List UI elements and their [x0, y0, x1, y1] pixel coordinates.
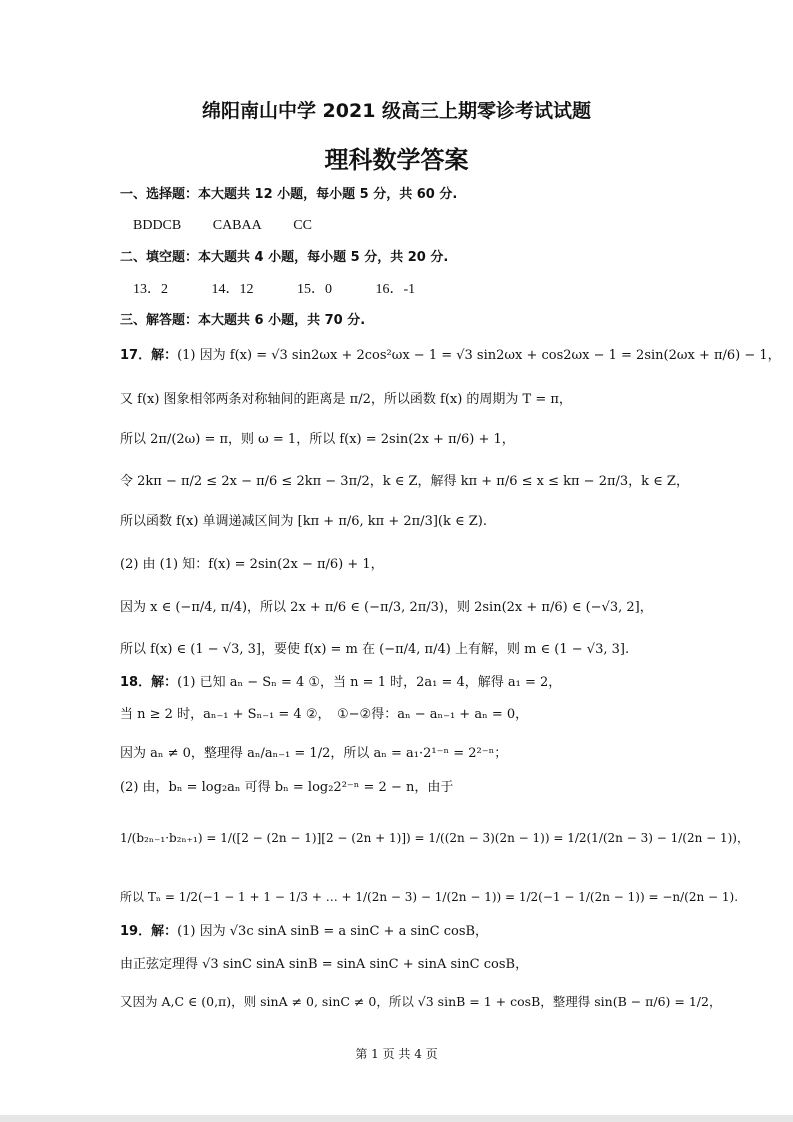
choice-answer-group: CABAA [212, 218, 262, 233]
answer-key-title: 理科数学答案 [324, 146, 469, 174]
q17-line-8: 所以 f(x) ∈ (1 − √3, 3]，要使 f(x) = m 在 (−π/4, π/4) 上有解，则 m ∈ (1 − √3, 3]. [120, 642, 630, 657]
q19-number: 19．解： [120, 924, 178, 939]
q18-line-2: 当 n ≥ 2 时，aₙ₋₁ + Sₙ₋₁ = 4 ②， ①−②得：aₙ − aₙ₋₁ + aₙ = 0， [120, 707, 529, 722]
q18-line-4: (2) 由，bₙ = log₂aₙ 可得 bₙ = log₂2²⁻ⁿ = 2 − n，由于 [120, 780, 454, 795]
q17-line-4: 令 2kπ − π/2 ≤ 2x − π/6 ≤ 2kπ − 3π/2，k ∈ Z，解得 kπ + π/6 ≤ x ≤ kπ − 2π/3，k ∈ Z， [120, 474, 689, 489]
exam-title: 绵阳南山中学 2021 级高三上期零诊考试试题 [201, 100, 592, 122]
page-footer: 第 1 页 共 4 页 [355, 1047, 438, 1061]
section-solution-heading: 三、解答题：本大题共 6 小题，共 70 分. [120, 313, 366, 328]
q17-line-1 [120, 346, 781, 366]
page-bottom-edge [0, 1115, 793, 1122]
q18-number: 18．解： [120, 675, 178, 690]
section-choice-heading: 一、选择题：本大题共 12 小题，每小题 5 分，共 60 分. [120, 187, 458, 202]
q18-text-1: (1) 已知 aₙ − Sₙ = 4 ①，当 n = 1 时，2a₁ = 4，解得 a₁ = 2， [177, 675, 562, 690]
fill-answer: 14．12 [211, 282, 254, 297]
q17-line-5: 所以函数 f(x) 单调递减区间为 [kπ + π/6, kπ + 2π/3](k ∈ Z). [120, 514, 487, 529]
q17-line-7: 因为 x ∈ (−π/4, π/4)，所以 2x + π/6 ∈ (−π/3, 2π/3)，则 2sin(2x + π/6) ∈ (−√3, 2]， [120, 600, 653, 615]
choice-answer-group: BDDCB [133, 218, 182, 233]
fill-answer: 16．-1 [375, 282, 416, 297]
q18-line-6: 所以 Tₙ = 1/2(−1 − 1 + 1 − 1/3 + … + 1/(2n − 3) − 1/(2n − 1)) = 1/2(−1 − 1/(2n − 1)) = −n/(2n − 1). [120, 890, 739, 904]
q18-line-1 [120, 673, 680, 693]
q17-number: 17．解： [120, 348, 178, 363]
q17-line-6: (2) 由 (1) 知：f(x) = 2sin(2x − π/6) + 1， [120, 557, 384, 572]
choice-answers [133, 216, 693, 236]
choice-answer-group: CC [293, 218, 312, 233]
q17-text-1: (1) 因为 f(x) = √3 sin2ωx + 2cos²ωx − 1 = √3 sin2ωx + cos2ωx − 1 = 2sin(2ωx + π/6) − 1， [177, 348, 781, 363]
q17-line-3: 所以 2π/(2ω) = π，则 ω = 1，所以 f(x) = 2sin(2x + π/6) + 1， [120, 432, 515, 447]
fill-answers [133, 280, 693, 300]
q19-text-1: (1) 因为 √3c sinA sinB = a sinC + a sinC cosB， [177, 924, 489, 939]
q17-line-2: 又 f(x) 图象相邻两条对称轴间的距离是 π/2，所以函数 f(x) 的周期为 T = π， [120, 392, 572, 407]
fill-answer: 13．2 [133, 282, 168, 297]
q18-line-5: 1/(b₂ₙ₋₁·b₂ₙ₊₁) = 1/([2 − (2n − 1)][2 − (2n + 1)]) = 1/((2n − 3)(2n − 1)) = 1/2(1/(2n − 3) − 1/(2n − 1))， [120, 831, 749, 845]
q18-line-3: 因为 aₙ ≠ 0，整理得 aₙ/aₙ₋₁ = 1/2，所以 aₙ = a₁·2¹⁻ⁿ = 2²⁻ⁿ； [120, 746, 508, 761]
q19-line-3: 又因为 A,C ∈ (0,π)，则 sinA ≠ 0, sinC ≠ 0，所以 √3 sinB = 1 + cosB，整理得 sin(B − π/6) = 1/2， [120, 994, 722, 1009]
fill-answer: 15．0 [297, 282, 332, 297]
q19-line-1 [120, 922, 680, 942]
q19-line-2: 由正弦定理得 √3 sinC sinA sinB = sinA sinC + sinA sinC cosB， [120, 957, 529, 972]
section-fill-heading: 二、填空题：本大题共 4 小题，每小题 5 分，共 20 分. [120, 250, 449, 265]
